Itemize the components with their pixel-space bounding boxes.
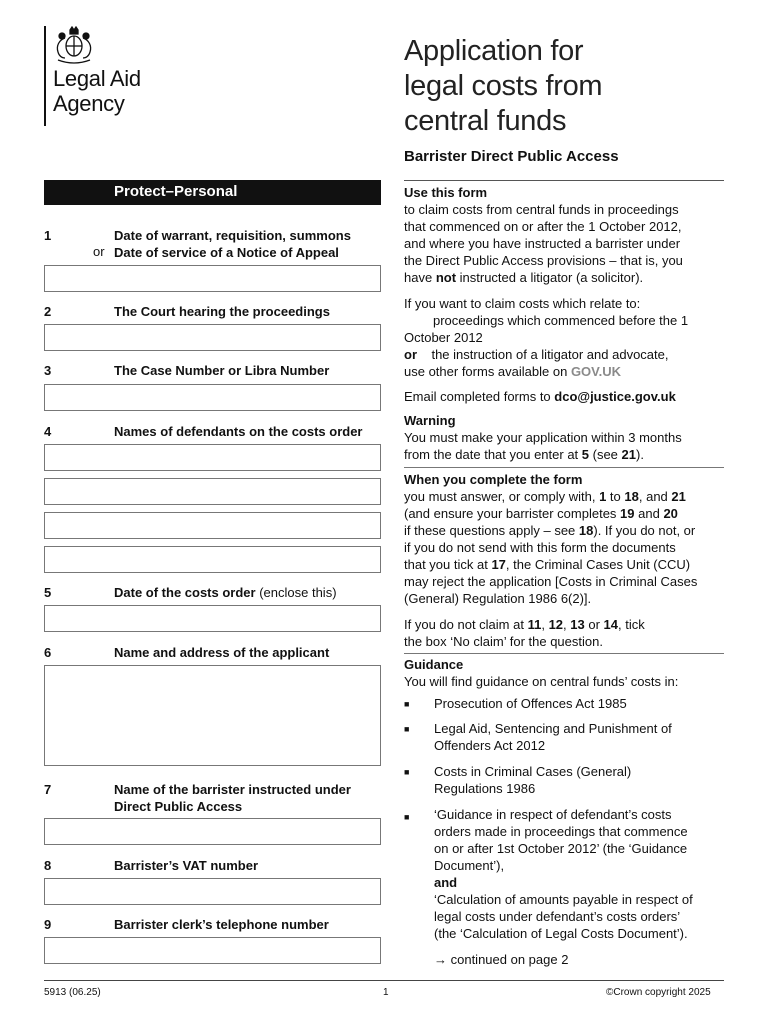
q4-label: Names of defendants on the costs order — [114, 424, 363, 439]
agency-name: Legal Aid Agency — [53, 66, 141, 116]
q6-label: Name and address of the applicant — [114, 645, 330, 660]
q3-case-number-field[interactable] — [44, 384, 381, 411]
q9-telephone-field[interactable] — [44, 937, 381, 964]
bullet-icon: ■ — [404, 724, 410, 734]
q2-court-field[interactable] — [44, 324, 381, 351]
logo-divider — [44, 26, 46, 126]
q5-number: 5 — [44, 585, 52, 600]
subtitle-divider — [404, 180, 724, 181]
guidance-item-3: Costs in Criminal Cases (General) Regulations 1986 — [434, 764, 632, 796]
page-number: 1 — [383, 987, 389, 998]
q6-name-address-field[interactable] — [44, 665, 381, 766]
footer-divider — [44, 980, 724, 981]
warning-section: Warning You must make your application within 3 months from the date that you enter at 5 (see 21). — [404, 413, 682, 462]
q4-defendant-field-3[interactable] — [44, 512, 381, 539]
no-claim-section: If you do not claim at 11, 12, 13 or 14, tick the box ‘No claim’ for the question. — [404, 617, 645, 649]
guidance-item-2: Legal Aid, Sentencing and Punishment of Offenders Act 2012 — [434, 721, 672, 753]
form-code: 5913 (06.25) — [44, 987, 101, 998]
use-this-form-section: Use this form to claim costs from central funds in proceedings that commenced on or after the 1 October 2012, and where you have instructed a barrister under the Direct Public Access provisions – that is, you have not instructed a litigator (a solicitor). — [404, 185, 683, 285]
q8-vat-field[interactable] — [44, 878, 381, 905]
bullet-icon: ■ — [404, 699, 410, 709]
other-forms-section: If you want to claim costs which relate to: proceedings which commenced before the 1 October 2012 or the instruction of a litigator and advocate, use other forms available on GOV.UK — [404, 296, 689, 379]
bullet-icon: ■ — [404, 812, 410, 822]
q5-label: Date of the costs order (enclose this) — [114, 585, 337, 600]
q4-defendant-field-1[interactable] — [44, 444, 381, 471]
q7-number: 7 — [44, 782, 52, 797]
form-title: Application for legal costs from central funds — [404, 35, 603, 137]
q8-number: 8 — [44, 858, 52, 873]
email-link[interactable]: dco@justice.gov.uk — [554, 389, 676, 404]
bullet-icon: ■ — [404, 767, 410, 777]
q5-note: (enclose this) — [259, 585, 337, 600]
q6-number: 6 — [44, 645, 52, 660]
q2-label: The Court hearing the proceedings — [114, 304, 330, 319]
q7-label: Name of the barrister instructed under Direct Public Access — [114, 782, 351, 814]
govuk-link[interactable]: GOV.UK — [570, 364, 622, 379]
copyright: ©Crown copyright 2025 — [606, 987, 711, 998]
q8-label: Barrister’s VAT number — [114, 858, 259, 873]
continued-note: → continued on page 2 — [434, 952, 569, 967]
q1-label: Date of warrant, requisition, summons — [114, 228, 351, 243]
guidance-item-1: Prosecution of Offences Act 1985 — [434, 696, 627, 711]
protect-personal-banner — [44, 180, 381, 205]
warning-divider — [404, 467, 724, 468]
q9-number: 9 — [44, 917, 52, 932]
q3-number: 3 — [44, 363, 52, 378]
q1-number: 1 — [44, 228, 52, 243]
royal-crest-icon — [52, 26, 96, 66]
q1-label-alt: Date of service of a Notice of Appeal — [114, 245, 339, 260]
complete-form-section: When you complete the form you must answer, or comply with, 1 to 18, and 21 (and ensure your barrister completes 19 and 20 if these questions apply – see 18). If you do not, or if you do not send with this form the documents that you tick at 17, the Criminal Cases Unit (CCU) may reject the application [Costs in Criminal Cases (General) Regulation 1986 6(2)]. — [404, 472, 698, 606]
q3-label: The Case Number or Libra Number — [114, 363, 330, 378]
guidance-section: Guidance You will find guidance on central funds’ costs in: — [404, 657, 679, 689]
q1-or: or — [93, 244, 105, 259]
q4-defendant-field-2[interactable] — [44, 478, 381, 505]
q2-number: 2 — [44, 304, 52, 319]
q9-label: Barrister clerk’s telephone number — [114, 917, 329, 932]
q4-defendant-field-4[interactable] — [44, 546, 381, 573]
q4-number: 4 — [44, 424, 52, 439]
q7-barrister-name-field[interactable] — [44, 818, 381, 845]
form-subtitle: Barrister Direct Public Access — [404, 148, 619, 165]
q5-date-field[interactable] — [44, 605, 381, 632]
protect-label: Protect–Personal — [114, 183, 238, 200]
email-section: Email completed forms to dco@justice.gov.uk — [404, 389, 676, 404]
guidance-divider — [404, 653, 724, 654]
guidance-item-4: ‘Guidance in respect of defendant’s costs orders made in proceedings that commence on or after 1st October 2012’ (the ‘Guidance Document’), and ‘Calculation of amounts payable in respect of legal costs under defendant’s costs orders’ (the ‘Calculation of Legal Costs Document’). — [434, 807, 693, 941]
q1-date-field[interactable] — [44, 265, 381, 292]
